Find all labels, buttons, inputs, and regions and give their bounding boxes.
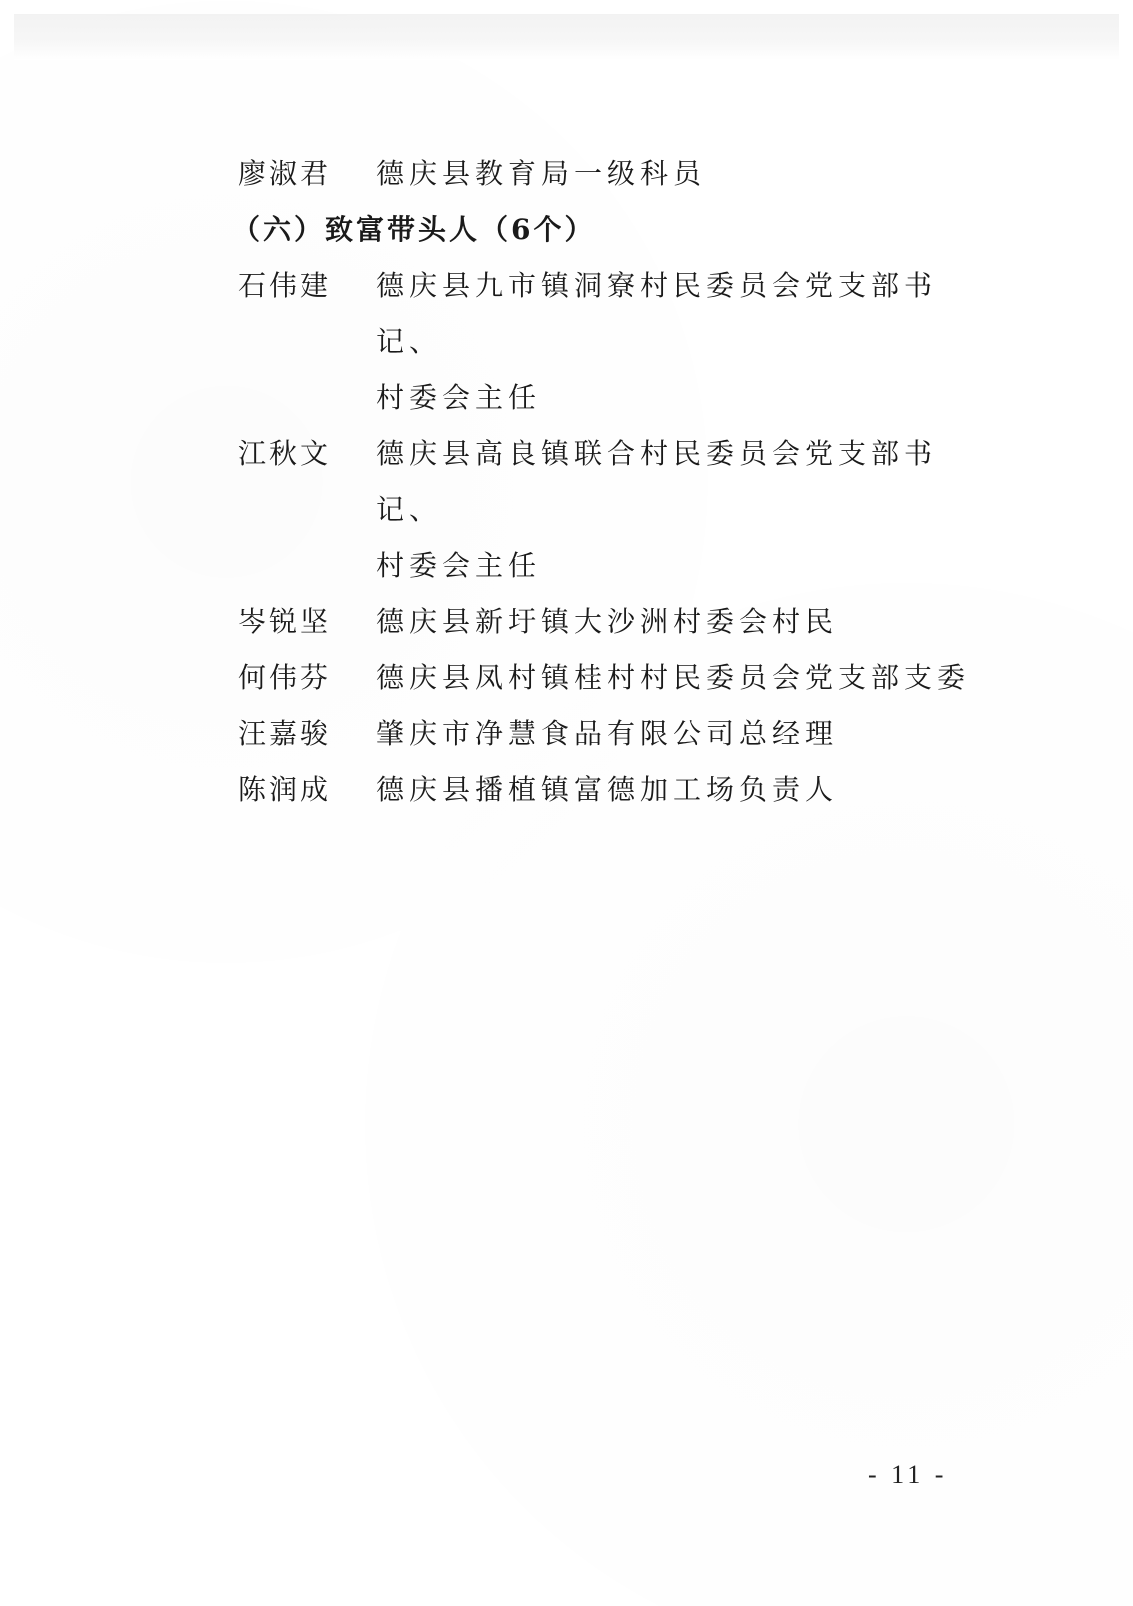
list-item — [238, 706, 998, 762]
person-name: 岑锐坚 — [238, 605, 332, 638]
person-title: 德庆县新圩镇大沙洲村委会村民 — [376, 605, 839, 638]
person-title: 德庆县播植镇富德加工场负责人 — [376, 773, 839, 806]
document-content — [232, 146, 998, 818]
list-item — [238, 258, 998, 426]
person-title: 德庆县教育局一级科员 — [376, 157, 707, 190]
page-number: - 11 - — [868, 1460, 948, 1489]
person-name: 何伟芬 — [238, 661, 332, 694]
person-title: 德庆县九市镇洞寮村民委员会党支部书记、 村委会主任 — [376, 269, 938, 414]
list-item — [238, 762, 998, 818]
person-title: 德庆县高良镇联合村民委员会党支部书记、 村委会主任 — [376, 437, 938, 582]
list-item — [238, 594, 998, 650]
person-title: 肇庆市净慧食品有限公司总经理 — [376, 717, 839, 750]
person-name: 汪嘉骏 — [238, 717, 332, 750]
list-item — [238, 650, 998, 706]
section-heading: （六）致富带头人（6个） — [232, 213, 596, 246]
person-name: 陈润成 — [238, 773, 332, 806]
person-title: 德庆县凤村镇桂村村民委员会党支部支委 — [376, 661, 971, 694]
person-name: 廖淑君 — [238, 157, 332, 190]
list-item — [238, 426, 998, 594]
scan-band — [14, 14, 1119, 60]
list-item — [238, 146, 998, 202]
person-name: 石伟建 — [238, 269, 332, 302]
person-name: 江秋文 — [238, 437, 332, 470]
